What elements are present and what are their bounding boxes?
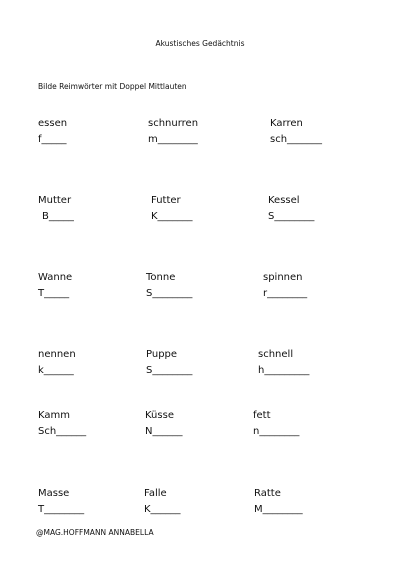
rhyme-blank: n________ xyxy=(253,426,300,437)
rhyme-item xyxy=(258,349,309,377)
rhyme-item xyxy=(253,410,299,438)
rhyme-word: Mutter xyxy=(38,195,72,206)
rhyme-blank: S________ xyxy=(146,288,193,299)
instruction-text: Bilde Reimwörter mit Doppel Mittlauten xyxy=(38,82,187,91)
rhyme-blank: f_____ xyxy=(38,134,67,145)
rhyme-word: Masse xyxy=(38,488,70,499)
rhyme-item xyxy=(38,272,72,300)
rhyme-blank: T________ xyxy=(38,504,85,515)
page-title: Akustisches Gedächtnis xyxy=(155,39,245,48)
rhyme-word: nennen xyxy=(38,349,76,360)
rhyme-word: schnell xyxy=(258,349,294,360)
rhyme-blank: B_____ xyxy=(42,211,74,222)
rhyme-word: Futter xyxy=(151,195,181,206)
rhyme-word: Falle xyxy=(144,488,167,499)
rhyme-word: Wanne xyxy=(38,272,73,283)
rhyme-word: essen xyxy=(38,118,68,129)
rhyme-item xyxy=(38,488,84,516)
rhyme-word: Puppe xyxy=(146,349,178,360)
rhyme-item xyxy=(146,349,192,377)
rhyme-word: Karren xyxy=(270,118,303,129)
rhyme-item xyxy=(38,410,86,438)
rhyme-blank: m________ xyxy=(148,134,198,145)
rhyme-blank: Sch______ xyxy=(38,426,87,437)
rhyme-item xyxy=(151,195,193,223)
rhyme-item xyxy=(268,195,314,223)
rhyme-item xyxy=(144,488,181,516)
rhyme-word: Küsse xyxy=(145,410,174,421)
rhyme-blank: N______ xyxy=(145,426,183,437)
rhyme-item xyxy=(38,195,74,223)
rhyme-item xyxy=(148,118,198,146)
rhyme-word: Kamm xyxy=(38,410,70,421)
rhyme-word: spinnen xyxy=(263,272,303,283)
rhyme-blank: K______ xyxy=(144,504,181,515)
rhyme-blank: S________ xyxy=(146,365,193,376)
rhyme-item xyxy=(254,488,303,516)
rhyme-item xyxy=(146,272,192,300)
rhyme-word: Ratte xyxy=(254,488,281,499)
rhyme-blank: S________ xyxy=(268,211,315,222)
rhyme-word: Tonne xyxy=(146,272,176,283)
rhyme-item xyxy=(263,272,307,300)
rhyme-blank: M________ xyxy=(254,504,303,515)
rhyme-word: schnurren xyxy=(148,118,199,129)
rhyme-blank: k______ xyxy=(38,365,74,376)
rhyme-item xyxy=(38,118,67,146)
rhyme-item xyxy=(145,410,182,438)
rhyme-item xyxy=(270,118,322,146)
copyright-footer: @MAG.HOFFMANN ANNABELLA xyxy=(36,528,154,537)
rhyme-blank: T_____ xyxy=(38,288,70,299)
rhyme-blank: K_______ xyxy=(151,211,193,222)
rhyme-blank: sch_______ xyxy=(270,134,323,145)
rhyme-blank: r________ xyxy=(263,288,308,299)
rhyme-blank: h_________ xyxy=(258,365,310,376)
rhyme-word: fett xyxy=(253,410,271,421)
rhyme-word: Kessel xyxy=(268,195,300,206)
rhyme-item xyxy=(38,349,76,377)
